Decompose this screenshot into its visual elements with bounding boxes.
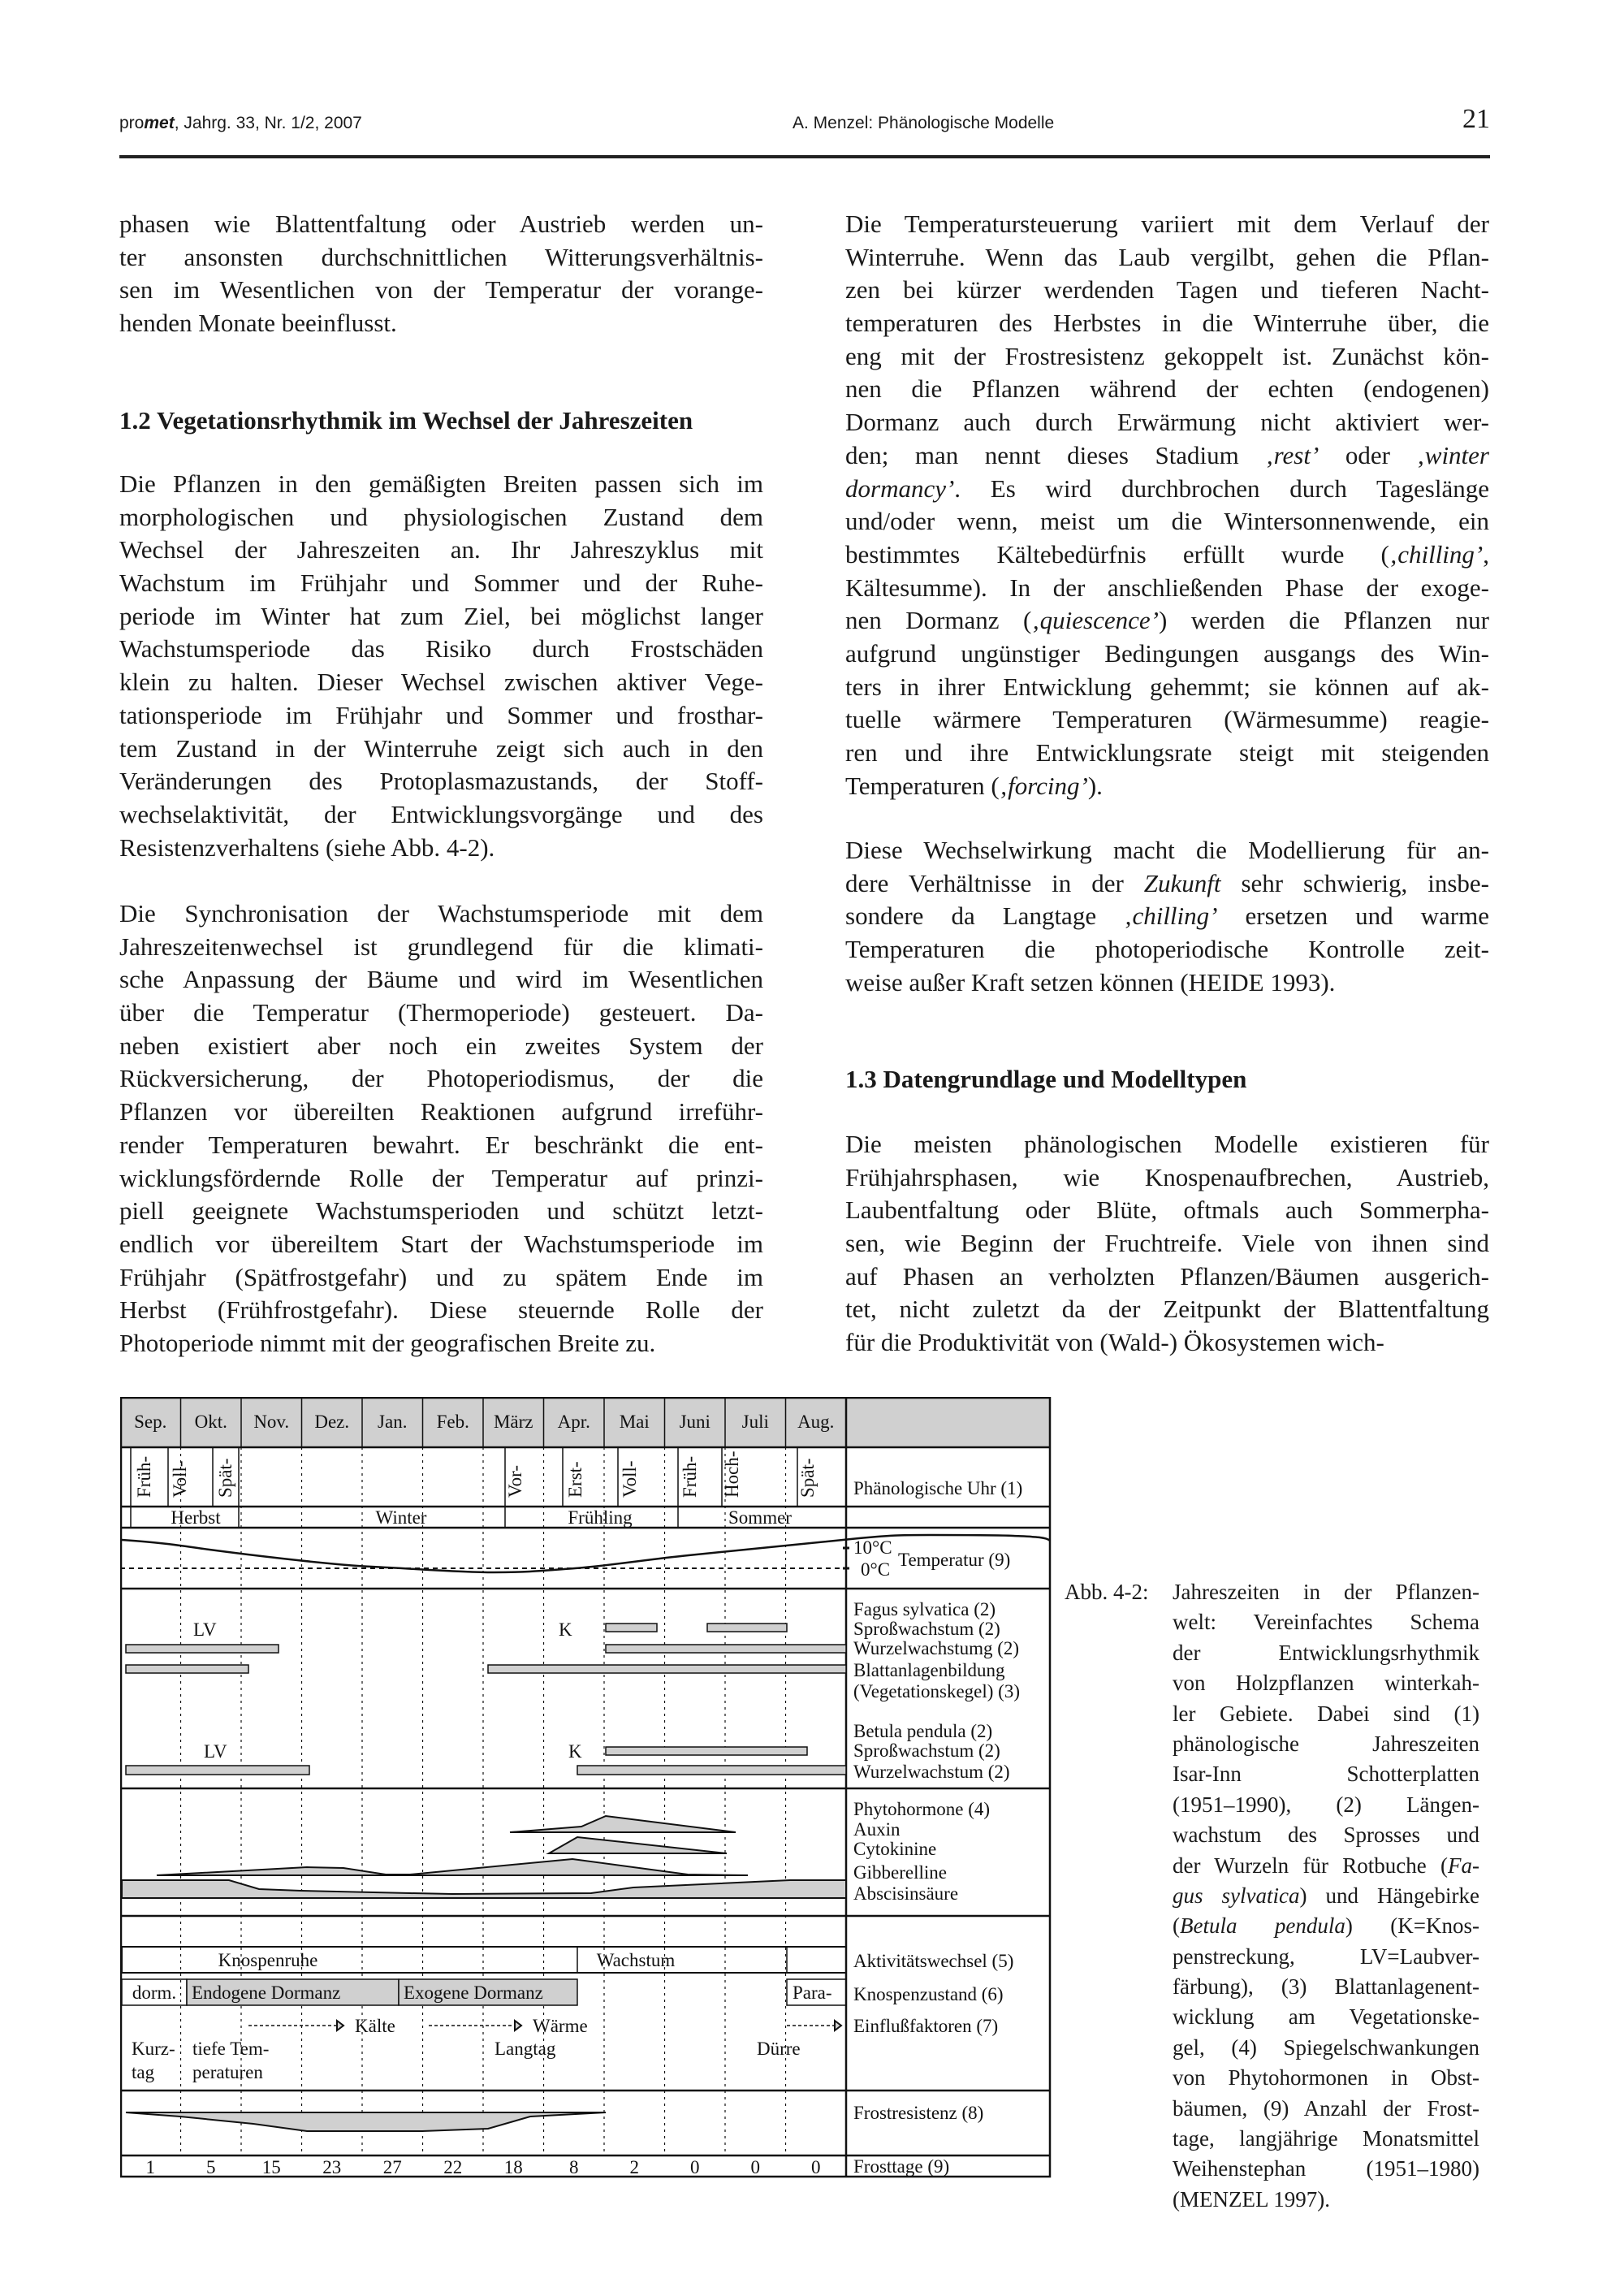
text-line: Photoperiode nimmt mit der geografischen Breite zu. [119, 1328, 656, 1357]
factor-drought: Dürre [757, 2039, 801, 2059]
text-line: gus sylvatica) und Hängebirke [1173, 1883, 1479, 1908]
text-line: render Temperaturen bewahrt. Er beschränkt die ent- [119, 1130, 763, 1159]
text-line: Frühjahr (Spätfrostgefahr) und zu spätem Ende im [119, 1262, 763, 1291]
arrow-head-icon [337, 2021, 343, 2030]
paragraph [845, 1128, 1489, 1360]
betula-shoot-bar [606, 1747, 807, 1755]
clock-phase-label: Erst- [565, 1461, 585, 1498]
text-line: Rückversicherung, der Photoperiodismus, der die [119, 1064, 763, 1093]
abscisic-acid-shape [122, 1880, 846, 1898]
text-line: eng mit der Frostresistenz gekoppelt ist. Zunächst kön- [845, 341, 1489, 370]
legend-fagus: Fagus sylvatica (2) [853, 1599, 996, 1619]
bud-state-label: dorm. [132, 1983, 177, 2003]
text-line: tuelle wärmere Temperaturen (Wärmesumme) reagie- [845, 705, 1489, 734]
season-label: Frühling [568, 1507, 633, 1528]
betula-root-bar [577, 1766, 846, 1775]
text-line: Isar-Inn Schotterplatten [1173, 1762, 1479, 1787]
page-number: 21 [1462, 104, 1490, 134]
clock-phase-label: Früh- [680, 1455, 700, 1498]
legend-frost-days: Frosttage (9) [853, 2156, 950, 2177]
frost-days-value: 15 [261, 2157, 281, 2177]
leaf-primordia-bar [126, 1665, 248, 1673]
text-line: nen Dormanz (‚quiescence’) werden die Pflanzen nur [845, 606, 1489, 635]
fagus-shoot-bar [606, 1624, 657, 1632]
activity-growth-label: Wachstum [596, 1950, 676, 1970]
legend-clock: Phänologische Uhr (1) [853, 1478, 1023, 1498]
fagus-shoot-bar [707, 1624, 787, 1632]
frost-days-value: 0 [690, 2157, 700, 2177]
legend-betula-shoot: Sproßwachstum (2) [853, 1740, 1000, 1761]
text-line: bäumen, (9) Anzahl der Frost- [1173, 2095, 1479, 2121]
activity-dormancy-label: Knospenruhe [218, 1950, 318, 1970]
paragraph [119, 468, 763, 864]
k-mark-fagus: K [559, 1619, 572, 1640]
factor-short-day: Kurz- [132, 2039, 175, 2059]
text-line: ren und ihre Entwicklungsrate steigt mit steigenden [845, 738, 1489, 767]
text-line: für die Produktivität von (Wald-) Ökosystemen wich- [845, 1328, 1384, 1357]
journal-name-prefix: pro [119, 114, 145, 132]
text-line: auf Phasen an verholzten Pflanzen/Bäumen ausgerich- [845, 1261, 1489, 1291]
clock-phase-label: Spät- [215, 1458, 235, 1498]
month-label: Jan. [378, 1412, 408, 1432]
factor-warmth: Wärme [533, 2016, 588, 2036]
text-line: morphologischen und physiologischen Zustand dem [119, 502, 763, 531]
frost-days-value: 22 [443, 2157, 463, 2177]
legend-frost-res: Frostresistenz (8) [853, 2103, 984, 2123]
clock-phase-label: Vor- [505, 1464, 525, 1498]
text-line: über die Temperatur (Thermoperiode) gesteuert. Da- [119, 998, 763, 1027]
text-line: henden Monate beeinflusst. [119, 309, 397, 338]
text-line: Wachstum im Frühjahr und Sommer und der Ruhe- [119, 569, 763, 598]
legend-activity: Aktivitätswechsel (5) [853, 1951, 1014, 1971]
temp-10-label: 10°C [853, 1537, 892, 1558]
legend-leaf1: Blattanlagenbildung [853, 1660, 1005, 1680]
paragraph [119, 208, 763, 340]
clock-phase-label: Früh- [134, 1455, 154, 1498]
text-line: wechselaktivität, der Entwicklungsvorgänge und des [119, 799, 763, 828]
month-label: Apr. [557, 1412, 590, 1432]
text-line: Kältesumme). In der anschließenden Phase der exoge- [845, 573, 1489, 602]
gibberellin-shape [157, 1859, 748, 1875]
month-label: Sep. [134, 1412, 167, 1432]
clock-phase-label: Voll- [170, 1460, 190, 1498]
legend-fagus-shoot: Sproßwachstum (2) [853, 1619, 1000, 1639]
text-line: welt: Vereinfachtes Schema [1173, 1610, 1479, 1635]
legend-cyto: Cytokinine [853, 1839, 937, 1859]
text-line: Laubentfaltung oder Blüte, oftmals auch Sommerpha- [845, 1196, 1489, 1225]
legend-fagus-root: Wurzelwachstumg (2) [853, 1638, 1020, 1658]
frost-days-value: 8 [569, 2157, 579, 2177]
season-label: Winter [375, 1507, 427, 1528]
frost-days-value: 23 [322, 2157, 342, 2177]
month-label: Nov. [253, 1412, 290, 1432]
text-line: Die Pflanzen in den gemäßigten Breiten passen sich im [119, 469, 763, 498]
text-line: piell geeignete Wachstumsperioden und schützt letzt- [119, 1196, 763, 1226]
text-line: Dormanz auch durch Erwärmung nicht aktiviert wer- [845, 408, 1489, 437]
text-line: färbung), (3) Blattanlagenent- [1173, 1974, 1479, 2000]
text-line: (Betula pendula) (K=Knos- [1173, 1913, 1479, 1939]
paragraph [845, 208, 1489, 802]
text-line: wicklungsfördernde Rolle der Temperatur auf prinzi- [119, 1163, 763, 1192]
text-line: Jahreszeiten in der Pflanzen- [1173, 1580, 1479, 1604]
month-label: März [493, 1412, 533, 1432]
text-line: Die Synchronisation der Wachstumsperiode mit dem [119, 899, 763, 927]
text-line: Pflanzen vor übereilten Reaktionen aufgrund irreführ- [119, 1097, 763, 1126]
season-label: Sommer [728, 1507, 792, 1528]
text-line: Die Temperatursteuerung variiert mit dem Verlauf der [845, 210, 1489, 238]
text-line: von Phytohormonen in Obst- [1173, 2065, 1479, 2091]
month-label: Dez. [314, 1412, 350, 1432]
text-line: ter ansonsten durchschnittlichen Witterungsverhältnis- [119, 242, 763, 271]
month-label: Okt. [194, 1412, 227, 1432]
lv-mark-fagus: LV [193, 1619, 217, 1640]
text-line: (1951–1990), (2) Längen- [1173, 1792, 1479, 1817]
fagus-root-bar [126, 1645, 279, 1653]
text-line: tage, langjährige Monatsmittel [1173, 2126, 1479, 2151]
legend-auxin: Auxin [853, 1819, 901, 1840]
text-line: Wechsel der Jahreszeiten an. Ihr Jahreszyklus mit [119, 535, 763, 564]
text-line: der Entwicklungsrhythmik [1173, 1640, 1479, 1665]
bud-state-label: Exogene Dormanz [404, 1983, 543, 2003]
text-line: ters in ihrer Entwicklung gehemmt; sie können auf ak- [845, 672, 1489, 701]
clock-phase-label: Voll- [620, 1460, 640, 1498]
factor-short-day: tag [132, 2062, 155, 2082]
paragraph [845, 834, 1489, 999]
text-line: von Holzpflanzen winterkah- [1173, 1671, 1479, 1696]
legend-absc: Abscisinsäure [853, 1883, 959, 1904]
journal-reference [119, 114, 362, 133]
month-label: Feb. [436, 1412, 469, 1432]
text-line: der Wurzeln für Rotbuche (Fa- [1173, 1853, 1479, 1878]
frost-days-value: 0 [750, 2157, 760, 2177]
text-line: Die meisten phänologischen Modelle existieren für [845, 1130, 1489, 1158]
text-line: endlich vor übereiltem Start der Wachstumsperiode im [119, 1229, 763, 1258]
text-line: Weihenstephan (1951–1980) [1173, 2156, 1479, 2181]
factor-low-temp: peraturen [192, 2062, 263, 2082]
factor-cold: Kälte [355, 2016, 395, 2036]
frost-days-value: 0 [811, 2157, 821, 2177]
text-line: nen die Pflanzen während der echten (endogenen) [845, 374, 1489, 404]
caption-label: Abb. 4-2: [1065, 1580, 1149, 1604]
season-label: Herbst [171, 1507, 221, 1528]
legend-gibb: Gibberelline [853, 1862, 947, 1883]
frost-resistance-shape [126, 2112, 606, 2131]
text-line: neben existiert aber noch ein zweites System der [119, 1031, 763, 1060]
text-line: tationsperiode im Frühjahr und Sommer und frosthar- [119, 700, 763, 729]
cytokinin-shape [549, 1837, 727, 1853]
frost-days-value: 27 [382, 2157, 402, 2177]
fagus-root-bar [606, 1645, 846, 1653]
text-line: sche Anpassung der Bäume und wird im Wesentlichen [119, 965, 763, 994]
text-line: sondere da Langtage ‚chilling’ ersetzen und warme [845, 902, 1489, 931]
bud-state-label: Para- [793, 1983, 832, 2003]
frost-days-value: 1 [145, 2157, 155, 2177]
legend-leaf2: (Vegetationskegel) (3) [853, 1681, 1021, 1701]
legend-bud: Knospenzustand (6) [853, 1984, 1004, 2004]
month-label: Mai [619, 1412, 650, 1432]
text-line: den; man nennt dieses Stadium ‚rest’ oder ‚winter [845, 440, 1489, 469]
text-line: wachstum des Sprosses und [1173, 1823, 1479, 1848]
text-line: Resistenzverhaltens (siehe Abb. 4-2). [119, 832, 495, 862]
text-line: Winterruhe. Wenn das Laub vergilbt, gehen die Pflan- [845, 242, 1489, 271]
text-line: ler Gebiete. Dabei sind (1) [1173, 1701, 1479, 1726]
text-line: Herbst (Frühfrostgefahr). Diese steuernde Rolle der [119, 1295, 763, 1325]
text-line: tet, nicht zuletzt da der Zeitpunkt der Blattentfaltung [845, 1295, 1489, 1324]
text-line: periode im Winter hat zum Ziel, bei möglichst langer [119, 601, 763, 630]
text-line: dere Verhältnisse in der Zukunft sehr schwierig, insbe- [845, 868, 1489, 897]
arrow-head-icon [835, 2021, 841, 2030]
text-line: penstreckung, LV=Laubver- [1173, 1944, 1479, 1969]
frost-days-value: 18 [503, 2157, 523, 2177]
text-line: Jahreszeitenwechsel ist grundlegend für die klimati- [119, 932, 763, 961]
text-line: sen im Wesentlichen von der Temperatur der vorange- [119, 275, 763, 305]
frost-days-value: 5 [206, 2157, 216, 2177]
month-label: Juli [741, 1412, 769, 1432]
text-line: Temperaturen die photoperiodische Kontrolle zeit- [845, 935, 1489, 964]
text-line: phänologische Jahreszeiten [1173, 1731, 1479, 1756]
figure-phenology-schema [120, 1397, 1052, 2178]
text-line: tem Zustand in der Winterruhe zeigt sich auch in den [119, 733, 763, 763]
month-label: Juni [679, 1412, 710, 1432]
factor-low-temp: tiefe Tem- [192, 2039, 270, 2059]
journal-issue: , Jahrg. 33, Nr. 1/2, 2007 [174, 114, 362, 132]
text-line: dormancy’. Es wird durchbrochen durch Tageslänge [845, 473, 1489, 503]
text-line: Frühjahrsphasen, wie Knospenaufbrechen, Austrieb, [845, 1162, 1489, 1191]
factor-long-day: Langtag [495, 2039, 556, 2059]
journal-name-bold: met [144, 114, 175, 132]
text-line: Veränderungen des Protoplasmazustands, der Stoff- [119, 767, 763, 796]
paragraph [119, 897, 763, 1360]
legend-temperature: Temperatur (9) [898, 1550, 1011, 1570]
text-line: zen bei kürzer werdenden Tagen und tieferen Nacht- [845, 275, 1489, 305]
header-rule [119, 155, 1490, 158]
temp-0-label: 0°C [861, 1559, 891, 1580]
text-line: gel, (4) Spiegelschwankungen [1173, 2034, 1479, 2060]
month-label: Aug. [797, 1412, 835, 1432]
bud-state-label: Endogene Dormanz [192, 1983, 341, 2003]
text-line: Diese Wechselwirkung macht die Modellierung für an- [845, 836, 1489, 864]
text-line: bestimmtes Kältebedürfnis erfüllt wurde (‚chilling’, [845, 539, 1489, 569]
text-line: sen, wie Beginn der Fruchtreife. Viele von ihnen sind [845, 1229, 1489, 1258]
text-line: (MENZEL 1997). [1173, 2186, 1330, 2212]
text-line: und/oder wenn, meist um die Wintersonnenwende, ein [845, 507, 1489, 536]
text-line: klein zu halten. Dieser Wechsel zwischen aktiver Vege- [119, 668, 763, 697]
text-line: wicklung am Vegetationske- [1173, 2004, 1479, 2030]
text-line: aufgrund ungünstiger Bedingungen ausgangs des Win- [845, 638, 1489, 668]
text-line: phasen wie Blattentfaltung oder Austrieb werden un- [119, 210, 763, 238]
clock-phase-label: Hoch- [722, 1451, 742, 1498]
text-line: temperaturen des Herbstes in die Winterruhe über, die [845, 309, 1489, 338]
figure-caption [1173, 1577, 1479, 2215]
betula-root-bar [126, 1766, 309, 1775]
arrow-head-icon [515, 2021, 521, 2030]
legend-factors: Einflußfaktoren (7) [853, 2016, 999, 2036]
lv-mark-betula: LV [204, 1741, 227, 1762]
leaf-primordia-bar [488, 1665, 846, 1673]
running-title: A. Menzel: Phänologische Modelle [793, 114, 1055, 132]
clock-phase-label: Spät- [797, 1458, 818, 1498]
text-line: Wachstumsperiode das Risiko durch Frostschäden [119, 634, 763, 664]
k-mark-betula: K [568, 1741, 582, 1762]
frost-days-value: 2 [629, 2157, 639, 2177]
text-line: Temperaturen (‚forcing’). [845, 771, 1103, 800]
legend-betula-root: Wurzelwachstum (2) [853, 1762, 1010, 1782]
text-line: weise außer Kraft setzen können (HEIDE 1993). [845, 967, 1336, 997]
section-heading-1-2: 1.2 Vegetationsrhythmik im Wechsel der Jahreszeiten [119, 406, 693, 435]
legend-betula: Betula pendula (2) [853, 1721, 993, 1741]
section-heading-1-3: 1.3 Datengrundlage und Modelltypen [845, 1065, 1247, 1093]
legend-phyto: Phytohormone (4) [853, 1799, 991, 1819]
